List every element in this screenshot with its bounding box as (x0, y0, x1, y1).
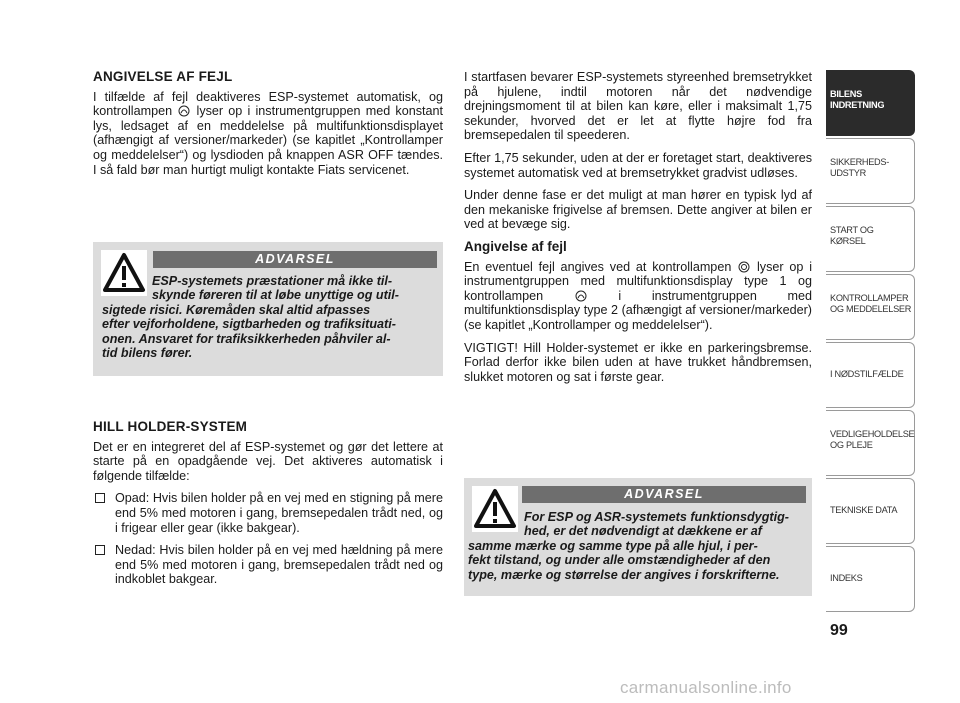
section-title-hill-holder: HILL HOLDER-SYSTEM (93, 419, 248, 434)
tab-indeks[interactable]: INDEKS (826, 546, 915, 612)
warning-box-esp (93, 242, 443, 376)
tab-kontrollamper[interactable]: KONTROLLAMPER OG MEDDELELSER (826, 274, 915, 340)
hill-holder-fault-lamp-icon (738, 261, 750, 273)
section-title-fault-indication: Angivelse af fejl (464, 238, 567, 254)
section-title-fault: ANGIVELSE AF FEJL (93, 69, 233, 84)
important-paragraph: VIGTIGT! Hill Holder-systemet er ikke en parkeringsbremse. Forlad derfor ikke bilen uden at have trukket håndbremsen, slukket motoren og sat i første gear. (464, 340, 812, 384)
tab-bilens-indretning[interactable]: BILENS INDRETNING (826, 70, 915, 136)
right-column (464, 70, 812, 392)
esp-warning-lamp-icon (575, 290, 587, 302)
tab-vedligeholdelse[interactable]: VEDLIGEHOLDELSE OG PLEJE (826, 410, 915, 476)
warning-header: ADVARSEL (522, 486, 806, 503)
paragraph: Under denne fase er det muligt at man hører en typisk lyd af den mekaniske frigivelse af bremsen. Dette angiver at bilen er ved at bevæge sig. (464, 188, 812, 232)
paragraph: I startfasen bevarer ESP-systemets styreenhed bremsetrykket på hjulene, indtil motoren når det nødvendige drejningsmoment til at bilen kan køre, eller i maksimalt 1,75 sekunder, hvorved det er let at flytte højre fod fra bremsepedalen til speederen. (464, 70, 812, 143)
fault-paragraph: I tilfælde af fejl deaktiveres ESP-systemet automatisk, og kontrollampen lyser op i instrumentgruppen med konstant lys, ledsaget af en meddelelse på multifunktionsdisplayet (afhængigt af versioner/markeder) (se kapitlet „Kontrollamper og meddelelser“) og lysdioden på knappen ASR OFF tændes. I så fald bør man hurtigt muligt kontakte Fiats servicenet. (93, 89, 444, 177)
warning-header: ADVARSEL (153, 251, 437, 268)
tab-tekniske-data[interactable]: TEKNISKE DATA (826, 478, 915, 544)
warning-text: For ESP og ASR-systemets funktionsdygtig- hed, er det nødvendigt at dækkene er af samme mærke og samme type på alle hjul, i per- fekt tilstand, og under alle omstændigheder af den type, mærke og størrelse der angives i forskrifterne. (468, 510, 789, 582)
tab-i-nodstilfaelde[interactable]: I NØDSTILFÆLDE (826, 342, 915, 408)
fault-indication-paragraph: En eventuel fejl angives ved at kontrollampen lyser op i instrumentgruppen med multifunktionsdisplay type 1 og kontrollampen i instrumentgruppen med multifunktionsdisplay type 2 (afhængigt af versioner/markeder) (se kapitlet „Kontrollamper og meddelelser“). (464, 259, 813, 332)
left-column-lower (93, 420, 443, 595)
tab-start-og-korsel[interactable]: START OG KØRSEL (826, 206, 915, 272)
tab-sikkerhedsudstyr[interactable]: SIKKERHEDS-UDSTYR (826, 138, 915, 204)
warning-box-tyres (464, 478, 812, 596)
list-item: Opad: Hvis bilen holder på en vej med en stigning på mere end 5% med motoren i gang, bremsepedalen trådt ned, og i frigear eller gear (ikke bakgear). (93, 491, 443, 535)
paragraph: Efter 1,75 sekunder, uden at der er foretaget start, deaktiveres systemet automatisk ved at bremsetrykket gradvist udløses. (464, 150, 812, 180)
esp-warning-lamp-icon (178, 105, 190, 117)
list-item: Nedad: Hvis bilen holder på en vej med hældning på mere end 5% med motoren i gang, bremsepedalen trådt ned og indkoblet bakgear. (93, 543, 443, 587)
bullet-box-icon (95, 545, 105, 555)
left-column (93, 70, 443, 185)
watermark: carmanualsonline.info (620, 678, 792, 697)
hill-holder-paragraph: Det er en integreret del af ESP-systemet og gør det lettere at starte på en opadgående vej. Det aktiveres automatisk i følgende tilfælde: (93, 439, 443, 483)
warning-text: ESP-systemets præstationer må ikke til- skynde føreren til at løbe unyttige og util- sigtede risici. Køremåden skal altid afpasses efter vejforholdene, sigtbarheden og trafiksituati- onen. Ansvaret for trafiksikkerheden påhviler al- tid bilens fører. (102, 274, 399, 361)
bullet-box-icon (95, 493, 105, 503)
page-number: 99 (830, 622, 848, 639)
